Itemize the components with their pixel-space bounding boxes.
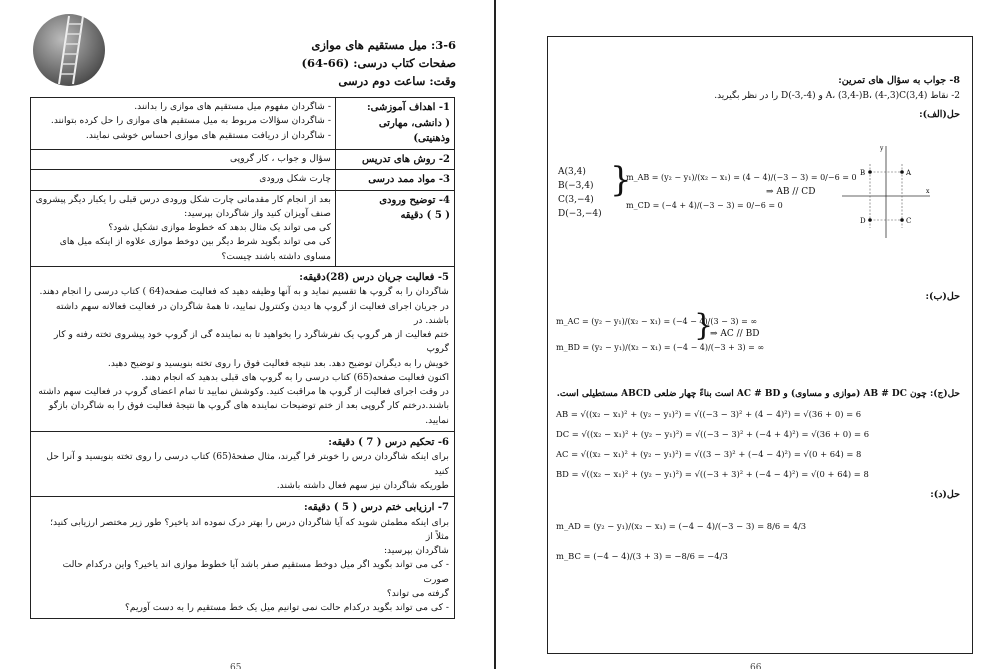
section-line: گرفته می تواند؟ xyxy=(386,587,449,599)
point-a: A(3,4) xyxy=(558,167,586,177)
lesson-time: وقت: ساعت دوم درسی xyxy=(338,74,456,88)
row-label xyxy=(336,190,455,266)
right-page xyxy=(500,0,987,669)
slope-bc: m_BC = (−4 − 4)/(3 + 3) = −8/6 = −4/3 xyxy=(556,551,728,561)
question-2: 2- نقاط (3,4)A، (3,4-)B، (4-,3)C و (4-,3-)D را در نظر بگیرید. xyxy=(714,91,960,101)
label-a: A xyxy=(906,169,912,177)
point-c: C(3,−4) xyxy=(558,195,594,205)
point-b-dot xyxy=(868,170,872,174)
distance-ab: AB = √((x₂ − x₁)² + (y₂ − y₁)²) = √((−3 − 3)² + (4 − 4)²) = √(36 + 0) = 6 xyxy=(556,409,862,419)
solution-a-label: حل(الف): xyxy=(919,109,960,120)
row-content xyxy=(31,190,336,266)
section-line: خویش را به دیگران توضیح دهد. بعد نتیجه فعالیت فوق را روی تخته بنویسید و توضیح دهید. xyxy=(107,357,449,369)
y-axis-label: y xyxy=(880,145,884,152)
section-line: ختم فعالیت از هر گروپ یک نفرشاگرد را بخواهید تا به نمایندہ گی از گروپ خود پیشروی تخته رفته و کار گروپ xyxy=(53,329,449,355)
section-line: در وقت اجرای فعالیت از گروپ ها مراقبت کنید. وکوشش نمایید تا تمام اعضای گروپ در فعالیت سهم داشته xyxy=(38,386,449,397)
left-page xyxy=(0,0,478,669)
coordinate-graph xyxy=(838,142,934,242)
row-content: سؤال و جواب ، کار گروپی xyxy=(31,149,336,170)
point-c-dot xyxy=(900,218,904,222)
row-line: کی می تواند یک مثال بدهد که خطوط موازی تشکیل شود؟ xyxy=(108,222,331,233)
lesson-title: 3-6: میل مستقیم های موازی xyxy=(311,38,456,52)
point-a-dot xyxy=(900,170,904,174)
section-line: شاگردان را به گروپ ها تقسیم نماید و به آنها وظیفه دهید که فعالیت صفحه(64 ) کتاب درسی را انجام دهند. xyxy=(39,286,449,298)
row-line: بعد از انجام کار مقدماتی چارت شکل ورودی درس قبلی را یکبار دیگر پیشروی xyxy=(35,193,331,205)
section-consolidation xyxy=(31,431,455,496)
slope-bd: m_BD = (y₂ − y₁)/(x₂ − x₁) = (−4 − 4)/(−3 + 3) = ∞ xyxy=(556,343,765,352)
table-row xyxy=(31,98,455,150)
row-label-text: 4- توضیح ورودی xyxy=(379,194,450,206)
section-line: طوریکه شاگردان نیز سهم فعال داشته باشند. xyxy=(276,479,449,491)
lesson-plan-table xyxy=(30,97,455,619)
point-d: D(−3,−4) xyxy=(558,209,602,219)
answer-frame xyxy=(547,36,973,654)
solution-b-label: حل(ب): xyxy=(925,291,960,302)
label-b: B xyxy=(860,169,866,177)
row-line: - شاگردان مفهوم میل مستقیم های موازی را بدانند. xyxy=(134,101,331,112)
slope-ad: m_AD = (y₂ − y₁)/(x₂ − x₁) = (−4 − 4)/(−3 − 3) = 8/6 = 4/3 xyxy=(556,521,807,531)
section-title: 6- تحکیم درس ( 7 ) دقیقه: xyxy=(328,436,449,448)
solution-c-text xyxy=(557,389,960,399)
table-row xyxy=(31,431,455,496)
label-d: D xyxy=(860,217,866,225)
brace: } xyxy=(610,160,632,200)
section-line: شاگردان بپرسید: xyxy=(383,545,449,556)
row-label xyxy=(336,98,455,150)
distance-ac: AC = √((x₂ − x₁)² + (y₂ − y₁)²) = √((3 − 3)² + (−4 − 4)²) = √(0 + 64) = 8 xyxy=(556,449,862,459)
solution-c: حل(ج): چون AB # DC (موازی و مساوی) و AC # BD است بناءً چهار ضلعی ABCD مستطیلی است. xyxy=(556,389,960,399)
row-label-sub: ( دانشی، مهارتی وذهنیتی) xyxy=(378,117,450,144)
section-line: برای اینکه شاگردان درس را خوبتر فرا گیرند، مثال صفحهٔ(65) کتاب درسی را روی تخته بنویسید و آنرا حل کنید xyxy=(46,451,449,477)
points-list xyxy=(558,165,602,221)
answers-title: 8- جواب به سؤال های تمرین: xyxy=(838,75,960,86)
distance-dc: DC = √((x₂ − x₁)² + (y₂ − y₁)²) = √((−3 − 3)² + (−4 + 4)²) = √(36 + 0) = 6 xyxy=(556,429,870,439)
section-assessment xyxy=(31,497,455,619)
brace-b: } xyxy=(694,308,714,343)
row-content: چارت شکل ورودی xyxy=(31,170,336,191)
point-d-dot xyxy=(868,218,872,222)
section-line: - کی می تواند بگوید درکدام حالت نمی توانیم میل یک خط مستقیم را به دست آوریم؟ xyxy=(124,602,449,613)
table-row xyxy=(31,170,455,191)
label-c: C xyxy=(906,217,912,225)
section-line: باشند.درختم کار گروپی بعد از ختم توضیحات نمایندہ های گروپ ها نتیجهٔ فعالیت فوق را به شاگردان بازگو نمایید. xyxy=(48,400,449,426)
row-line: مساوی داشته باشند چیست؟ xyxy=(221,250,331,262)
table-row xyxy=(31,497,455,619)
row-content xyxy=(31,98,336,150)
row-label: 3- مواد ممد درسی xyxy=(336,170,455,191)
row-label-sub: ( 5 ) دقیقه xyxy=(400,210,450,221)
section-line: برای اینکه مطمئن شوید که آیا شاگردان درس را بهتر درک نموده اند یاخیر؟ طور زیر مختصر ارزیابی کنید؛ مثلاً از xyxy=(50,516,449,542)
row-line: - شاگردان سؤالات مربوط به میل مستقیم های موازی را حل کرده بتوانند. xyxy=(50,115,331,127)
row-line: صنف آویزان کنید واز شاگردان بپرسید: xyxy=(184,207,331,219)
section-line: اکنون فعالیت صفحه(65) کتاب درسی را به گروپ های قبلی بدهید که انجام دهند. xyxy=(141,371,449,383)
conclusion-a: ⇒ AB // CD xyxy=(766,187,816,197)
section-line: - کی می تواند بگوید اگر میل دوخط مستقیم صفر باشد آیا خطوط موازی اند یاخیر؟ واین درکدام حالت صورت xyxy=(62,559,449,585)
section-line: در جریان اجرای فعالیت از گروپ ها دیدن وکنترول نمایید، تا همهٔ شاگردان در فعالیت فعالانه سهم داشته باشند. در xyxy=(56,300,449,326)
table-row xyxy=(31,190,455,266)
section-activity xyxy=(31,266,455,431)
row-label-text: 1- اهداف آموزشی: xyxy=(366,102,450,113)
x-axis-label: x xyxy=(926,188,930,195)
conclusion-b: ⇒ AC // BD xyxy=(710,329,760,339)
ladder-logo xyxy=(33,14,105,86)
book-spine xyxy=(494,0,496,669)
slope-cd: m_CD = (−4 + 4)/(−3 − 3) = 0/−6 = 0 xyxy=(626,201,783,210)
section-title: 7- ارزیابی ختم درس ( 5 ) دقیقه: xyxy=(303,502,449,513)
page-number: 66 xyxy=(750,663,762,669)
row-line: - شاگردان از دریافت مستقیم های موازی احساس خوشی نمایند. xyxy=(85,129,331,141)
slope-ab: m_AB = (y₂ − y₁)/(x₂ − x₁) = (4 − 4)/(−3 − 3) = 0/−6 = 0 xyxy=(626,173,857,182)
table-row xyxy=(31,266,455,431)
row-label: 2- روش های تدریس xyxy=(336,149,455,170)
distance-bd: BD = √((x₂ − x₁)² + (y₂ − y₁)²) = √((−3 + 3)² + (−4 − 4)²) = √(0 + 64) = 8 xyxy=(556,469,869,479)
section-title: 5- فعالیت جریان درس (28)دقیقه: xyxy=(299,271,449,283)
slope-ac: m_AC = (y₂ − y₁)/(x₂ − x₁) = (−4 − 4)/(3 − 3) = ∞ xyxy=(556,317,757,326)
row-line: کی می تواند بگوید شرط دیگر بین دوخط موازی علاوه از اینکه میل های xyxy=(59,236,331,248)
page-number: 65 xyxy=(230,663,242,669)
textbook-pages: صفحات کتاب درسی: (66-64) xyxy=(301,56,456,70)
table-row xyxy=(31,149,455,170)
point-b: B(−3,4) xyxy=(558,181,594,191)
solution-d-label: حل(د): xyxy=(930,489,960,500)
